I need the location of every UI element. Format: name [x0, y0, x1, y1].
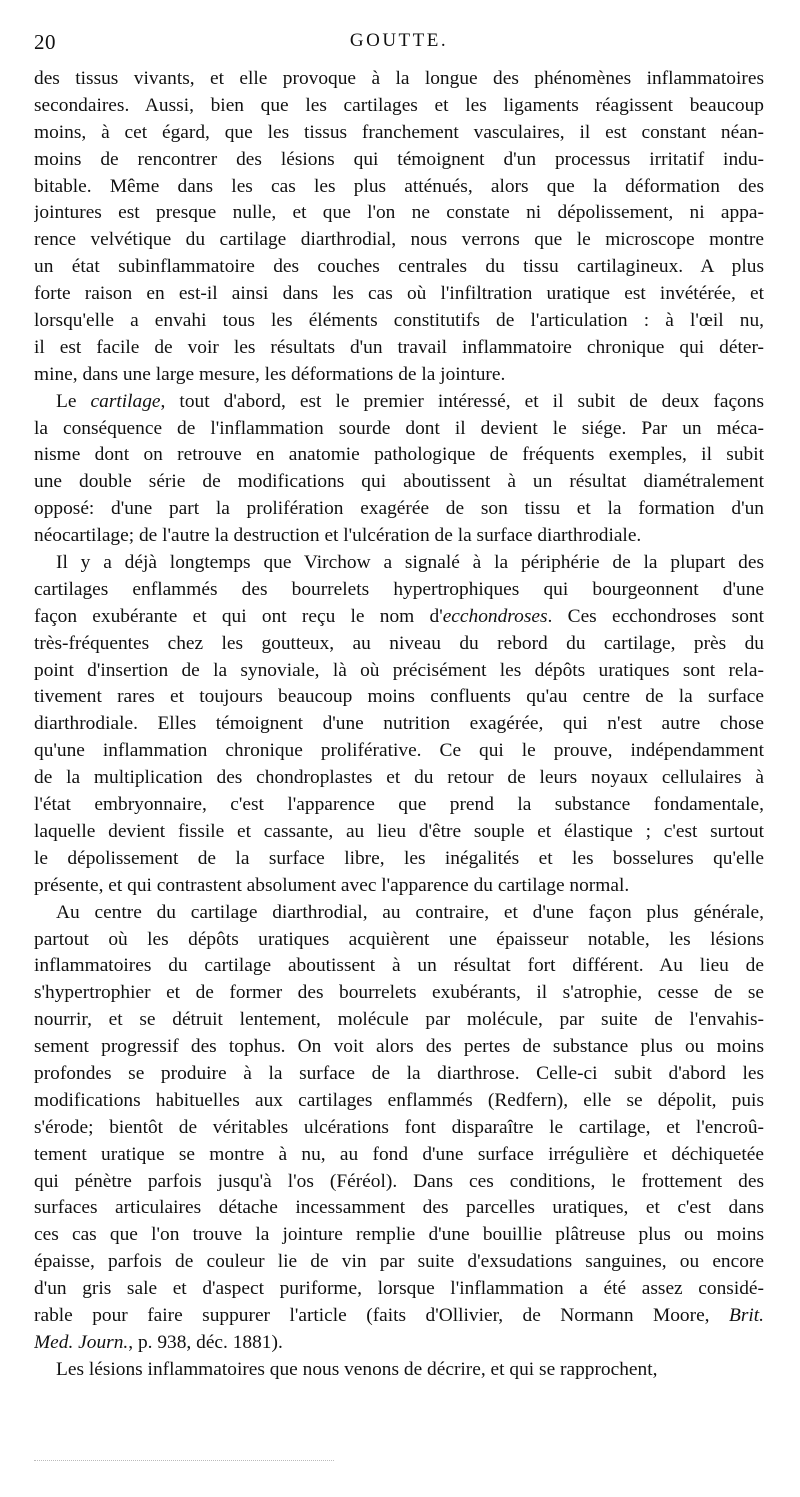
text-segment: s'hypertrophier et de former des bourrelets exubérants, il s'atrophie, cesse de se [34, 982, 764, 1004]
text-segment: sement progressif des tophus. On voit alors des pertes de substance plus ou moins [34, 1036, 764, 1058]
scan-artifact [34, 1460, 334, 1465]
text-line [34, 873, 764, 900]
text-segment: nourrir, et se détruit lentement, molécule par molécule, par suite de l'envahis- [34, 1009, 764, 1031]
text-line [34, 604, 764, 631]
text-line [34, 1061, 764, 1088]
text-segment: rence velvétique du cartilage diarthrodial, nous verrons que le microscope montre [34, 229, 764, 251]
text-line [34, 792, 764, 819]
text-segment: l'état embryonnaire, c'est l'apparence que prend la substance fondamentale, [34, 794, 764, 816]
text-segment: qui pénètre parfois jusqu'à l'os (Féréol). Dans ces conditions, le frottement des [34, 1170, 764, 1192]
text-line [34, 1088, 764, 1115]
text-line [34, 147, 764, 174]
text-segment: partout où les dépôts uratiques acquièrent une épaisseur notable, les lésions [34, 928, 764, 950]
text-segment: lorsqu'elle a envahi tous les éléments constitutifs de l'articulation : à l'œil nu, [34, 310, 764, 332]
text-line [34, 1249, 764, 1276]
text-line [34, 469, 764, 496]
italic-term: Brit. [728, 1304, 764, 1326]
text-line [34, 927, 764, 954]
text-line [34, 631, 764, 658]
text-segment: de la multiplication des chondroplastes et du retour de leurs noyaux cellulaires à [34, 767, 764, 789]
text-line [34, 1007, 764, 1034]
text-segment: cartilages enflammés des bourrelets hypertrophiques qui bourgeonnent d'une [34, 578, 764, 600]
text-line [34, 93, 764, 120]
text-segment: mine, dans une large mesure, les déformations de la jointure. [34, 363, 506, 385]
text-line [34, 66, 764, 93]
text-segment: s'érode; bientôt de véritables ulcérations font disparaître le cartilage, et l'encroû- [34, 1116, 764, 1138]
text-segment: forte raison en est-il ainsi dans les cas où l'infiltration uratique est invétérée, et [34, 283, 764, 305]
paragraph [34, 389, 764, 550]
text-segment: la conséquence de l'inflammation sourde dont il devient le siége. Par un méca- [34, 417, 764, 439]
text-segment: surfaces articulaires détache incessamment des parcelles uratiques, et c'est dans [34, 1197, 764, 1219]
text-line [34, 227, 764, 254]
text-segment: épaisse, parfois de couleur lie de vin par suite d'exsudations sanguines, ou encore [34, 1251, 764, 1273]
text-line [34, 1195, 764, 1222]
text-line [34, 1276, 764, 1303]
text-segment: laquelle devient fissile et cassante, au lieu d'être souple et élastique ; c'est surtout [34, 820, 764, 842]
text-segment: . Ces ecchondroses sont [547, 605, 764, 627]
text-line [34, 658, 764, 685]
page-header [34, 30, 764, 56]
text-line [34, 1330, 764, 1357]
text-segment: point d'insertion de la synoviale, là où précisément les dépôts uratiques sont rela- [34, 659, 764, 681]
text-line [34, 819, 764, 846]
text-line [34, 335, 764, 362]
text-line [34, 846, 764, 873]
text-segment: bitable. Même dans les cas les plus atténués, alors que la déformation des [34, 175, 764, 197]
text-segment: secondaires. Aussi, bien que les cartilages et les ligaments réagissent beaucoup [34, 94, 764, 116]
text-line [34, 254, 764, 281]
text-line [34, 174, 764, 201]
paragraph [34, 550, 764, 900]
italic-term: cartilage [90, 390, 161, 412]
text-segment: inflammatoires du cartilage aboutissent à un résultat fort différent. Au lieu de [34, 955, 764, 977]
text-line [34, 980, 764, 1007]
text-segment: tivement rares et toujours beaucoup moins confluents qu'au centre de la surface [34, 686, 764, 708]
text-segment: des tissus vivants, et elle provoque à la longue des phénomènes inflammatoires [34, 68, 764, 89]
text-line [34, 550, 764, 577]
text-segment: modifications habituelles aux cartilages enflammés (Redfern), elle se dépolit, puis [34, 1089, 764, 1111]
text-segment: opposé: d'une part la prolifération exagérée de son tissu et la formation d'un [34, 498, 764, 520]
text-segment: , tout d'abord, est le premier intéressé, et il subit de deux façons [160, 390, 764, 412]
text-line [34, 442, 764, 469]
text-line [34, 738, 764, 765]
text-segment: moins de rencontrer des lésions qui témoignent d'un processus irritatif indu- [34, 148, 764, 170]
text-segment: d'un gris sale et d'aspect puriforme, lorsque l'inflammation a été assez considé- [34, 1278, 764, 1300]
text-line [34, 1169, 764, 1196]
text-segment: le dépolissement de la surface libre, les inégalités et les bosselures qu'elle [34, 847, 764, 869]
italic-term: Med. Journ. [34, 1331, 129, 1353]
text-segment: façon exubérante et qui ont reçu le nom d' [34, 605, 443, 627]
text-segment: néocartilage; de l'autre la destruction et l'ulcération de la surface diarthrodiale. [34, 525, 642, 547]
text-line [34, 389, 764, 416]
italic-term: ecchondroses [442, 605, 548, 627]
text-line [34, 120, 764, 147]
text-line [34, 577, 764, 604]
text-line [34, 416, 764, 443]
text-line [34, 1222, 764, 1249]
text-segment: un état subinflammatoire des couches centrales du tissu cartilagineux. A plus [34, 256, 764, 278]
text-line [34, 684, 764, 711]
paragraph [34, 1357, 764, 1384]
text-segment: ces cas que l'on trouve la jointure remplie d'une bouillie plâtreuse plus ou moins [34, 1224, 764, 1246]
text-segment: il est facile de voir les résultats d'un travail inflammatoire chronique qui déter- [34, 336, 764, 358]
text-line [34, 711, 764, 738]
text-segment: , p. 938, déc. 1881). [128, 1331, 283, 1353]
text-segment: présente, et qui contrastent absolument avec l'apparence du cartilage normal. [34, 874, 630, 896]
body-text [34, 66, 764, 1384]
text-segment: tement uratique se montre à nu, au fond d'une surface irrégulière et déchiquetée [34, 1143, 764, 1165]
text-segment: diarthrodiale. Elles témoignent d'une nutrition exagérée, qui n'est autre chose [34, 713, 764, 735]
running-title: GOUTTE. [349, 30, 449, 51]
text-line [34, 281, 764, 308]
text-segment: Au centre du cartilage diarthrodial, au contraire, et d'une façon plus générale, [56, 901, 764, 923]
text-segment: profondes se produire à la surface de la diarthrose. Celle-ci subit d'abord les [34, 1062, 764, 1084]
text-segment: une double série de modifications qui aboutissent à un résultat diamétralement [34, 471, 764, 493]
text-line [34, 1303, 764, 1330]
text-segment: jointures est presque nulle, et que l'on ne constate ni dépolissement, ni appa- [34, 202, 764, 224]
text-segment: rable pour faire suppurer l'article (faits d'Ollivier, de Normann Moore, [34, 1304, 729, 1326]
text-line [34, 1115, 764, 1142]
text-line [34, 765, 764, 792]
paragraph [34, 900, 764, 1357]
text-line [34, 1357, 764, 1384]
text-segment: nisme dont on retrouve en anatomie pathologique de fréquents exemples, il subit [34, 444, 764, 466]
text-segment: Les lésions inflammatoires que nous venons de décrire, et qui se rapprochent, [56, 1358, 658, 1380]
text-segment: moins, à cet égard, que les tissus franchement vasculaires, il est constant néan- [34, 121, 764, 143]
text-segment: très-fréquentes chez les goutteux, au niveau du rebord du cartilage, près du [34, 632, 764, 654]
text-line [34, 1142, 764, 1169]
text-segment: qu'une inflammation chronique proliférative. Ce qui le prouve, indépendamment [34, 740, 764, 762]
text-segment: Le [56, 390, 91, 412]
page-number: 20 [34, 30, 56, 54]
text-line [34, 900, 764, 927]
text-segment: Il y a déjà longtemps que Virchow a signalé à la périphérie de la plupart des [56, 552, 764, 574]
paragraph [34, 66, 764, 389]
text-line [34, 308, 764, 335]
text-line [34, 496, 764, 523]
text-line [34, 523, 764, 550]
text-line [34, 362, 764, 389]
text-line [34, 200, 764, 227]
text-line [34, 1034, 764, 1061]
text-line [34, 953, 764, 980]
